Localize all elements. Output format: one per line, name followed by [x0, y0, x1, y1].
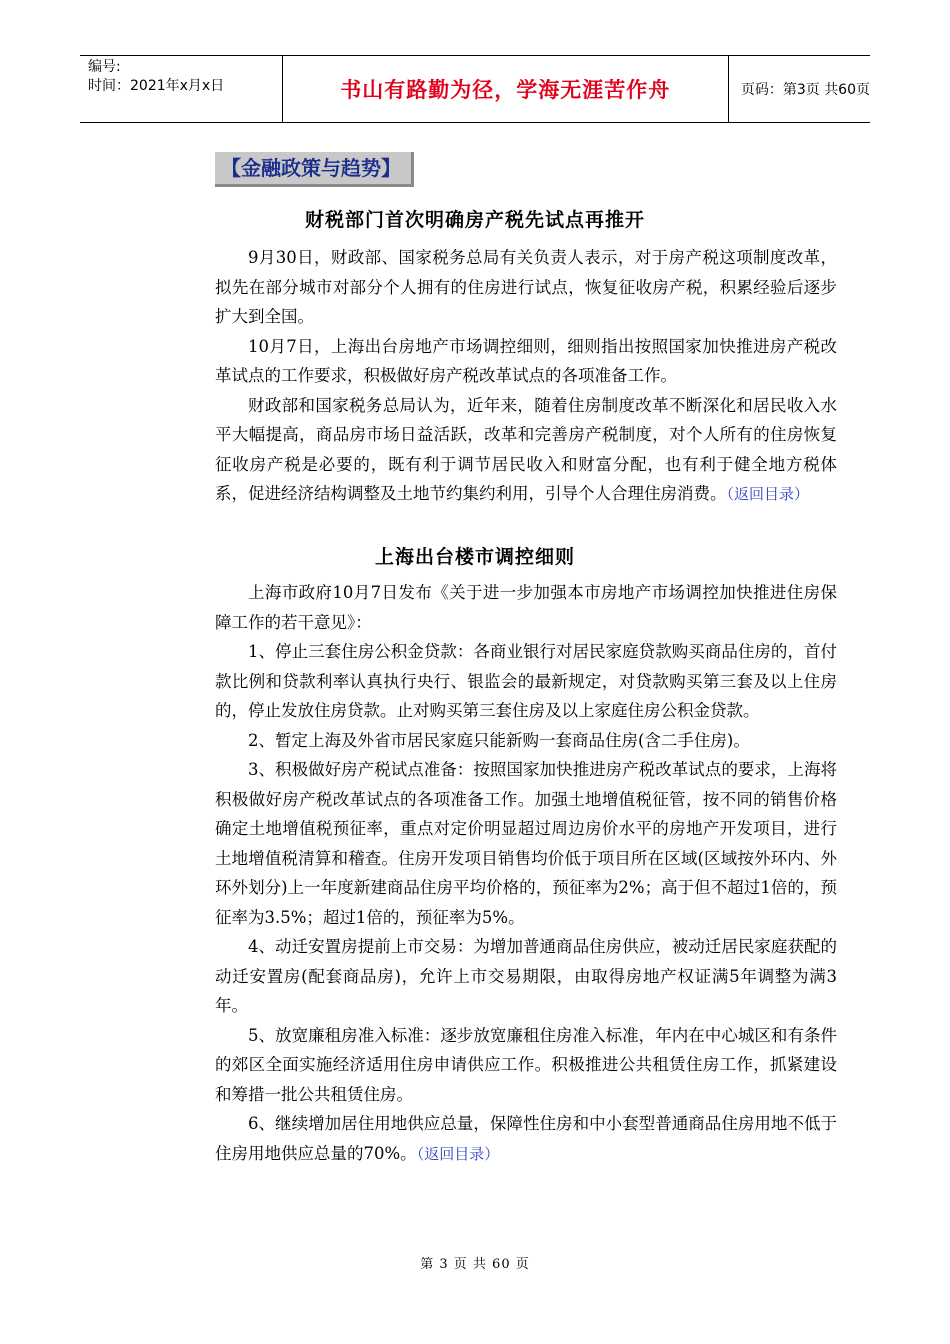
article1-paragraph-3 [215, 391, 837, 510]
article2-paragraph-7-text: 6、继续增加居住用地供应总量，保障性住房和中小套型普通商品住房用地不低于住房用地供应总量的70%。 [215, 1114, 837, 1163]
article2-paragraph-2: 1、停止三套住房公积金贷款：各商业银行对居民家庭贷款购买商品住房的，首付款比例和贷款利率认真执行央行、银监会的最新规定，对贷款购买第三套及以上住房的，停止发放住房贷款。止对购买第三套住房及以上家庭住房公积金贷款。 [215, 642, 837, 720]
serial-label: 编号: [88, 59, 121, 75]
article2-paragraph-3: 2、暂定上海及外省市居民家庭只能新购一套商品住房(含二手住房)。 [248, 730, 750, 750]
section-tag: 【金融政策与趋势】 [215, 152, 414, 187]
page-header [80, 55, 870, 123]
back-to-toc-link[interactable]: （返回目录） [726, 485, 810, 503]
header-motto: 书山有路勤为径，学海无涯苦作舟 [283, 56, 729, 122]
article1-paragraph-3-text: 财政部和国家税务总局认为，近年来，随着住房制度改革不断深化和居民收入水平大幅提高，商品房市场日益活跃，改革和完善房产税制度，对个人所有的住房恢复征收房产税是必要的，既有利于调节居民收入和财富分配，也有利于健全地方税体系，促进经济结构调整及土地节约集约利用，引导个人合理住房消费。 [215, 395, 837, 503]
article1-paragraph-2: 10月7日，上海出台房地产市场调控细则，细则指出按照国家加快推进房产税改革试点的工作要求，积极做好房产税改革试点的各项准备工作。 [215, 336, 837, 385]
article2-body [215, 578, 837, 1169]
header-page-info: 页码：第3页 共60页 [740, 82, 870, 98]
article2-paragraph-4: 3、积极做好房产税试点准备：按照国家加快推进房产税改革试点的要求，上海将积极做好房产税改革试点的各项准备工作。加强土地增值税征管，按不同的销售价格确定土地增值税预征率，重点对定价明显超过周边房价水平的房地产开发项目，进行土地增值税清算和稽查。住房开发项目销售均价低于项目所在区域(区域按外环内、外环外划分)上一年度新建商品住房平均价格的，预征率为2%；高于但不超过1倍的，预征率为3.5%；超过1倍的，预征率为5%。 [215, 760, 837, 927]
time-label: 时间：2021年x月x日 [88, 78, 225, 94]
article2-paragraph-1: 上海市政府10月7日发布《关于进一步加强本市房地产市场调控加快推进住房保障工作的若干意见》： [215, 583, 837, 632]
article2-paragraph-6: 5、放宽廉租房准入标准：逐步放宽廉租住房准入标准，年内在中心城区和有条件的郊区全面实施经济适用住房申请供应工作。积极推进公共租赁住房工作，抓紧建设和筹措一批公共租赁住房。 [215, 1025, 837, 1104]
article2-title: 上海出台楼市调控细则 [374, 546, 575, 568]
article2-paragraph-5: 4、动迁安置房提前上市交易：为增加普通商品住房供应，被动迁居民家庭获配的动迁安置房(配套商品房)，允许上市交易期限，由取得房地产权证满5年调整为满3年。 [215, 937, 837, 1015]
header-meta [80, 56, 283, 122]
page-footer: 第 3 页 共 60 页 [420, 1257, 530, 1272]
article1-body [215, 243, 837, 510]
article1-paragraph-1: 9月30日，财政部、国家税务总局有关负责人表示，对于房产税这项制度改革，拟先在部分城市对部分个人拥有的住房进行试点，恢复征收房产税，积累经验后逐步扩大到全国。 [215, 248, 837, 326]
article1-title: 财税部门首次明确房产税先试点再推开 [304, 209, 645, 231]
article2-paragraph-7 [215, 1109, 837, 1169]
back-to-toc-link-2[interactable]: （返回目录） [416, 1144, 500, 1163]
